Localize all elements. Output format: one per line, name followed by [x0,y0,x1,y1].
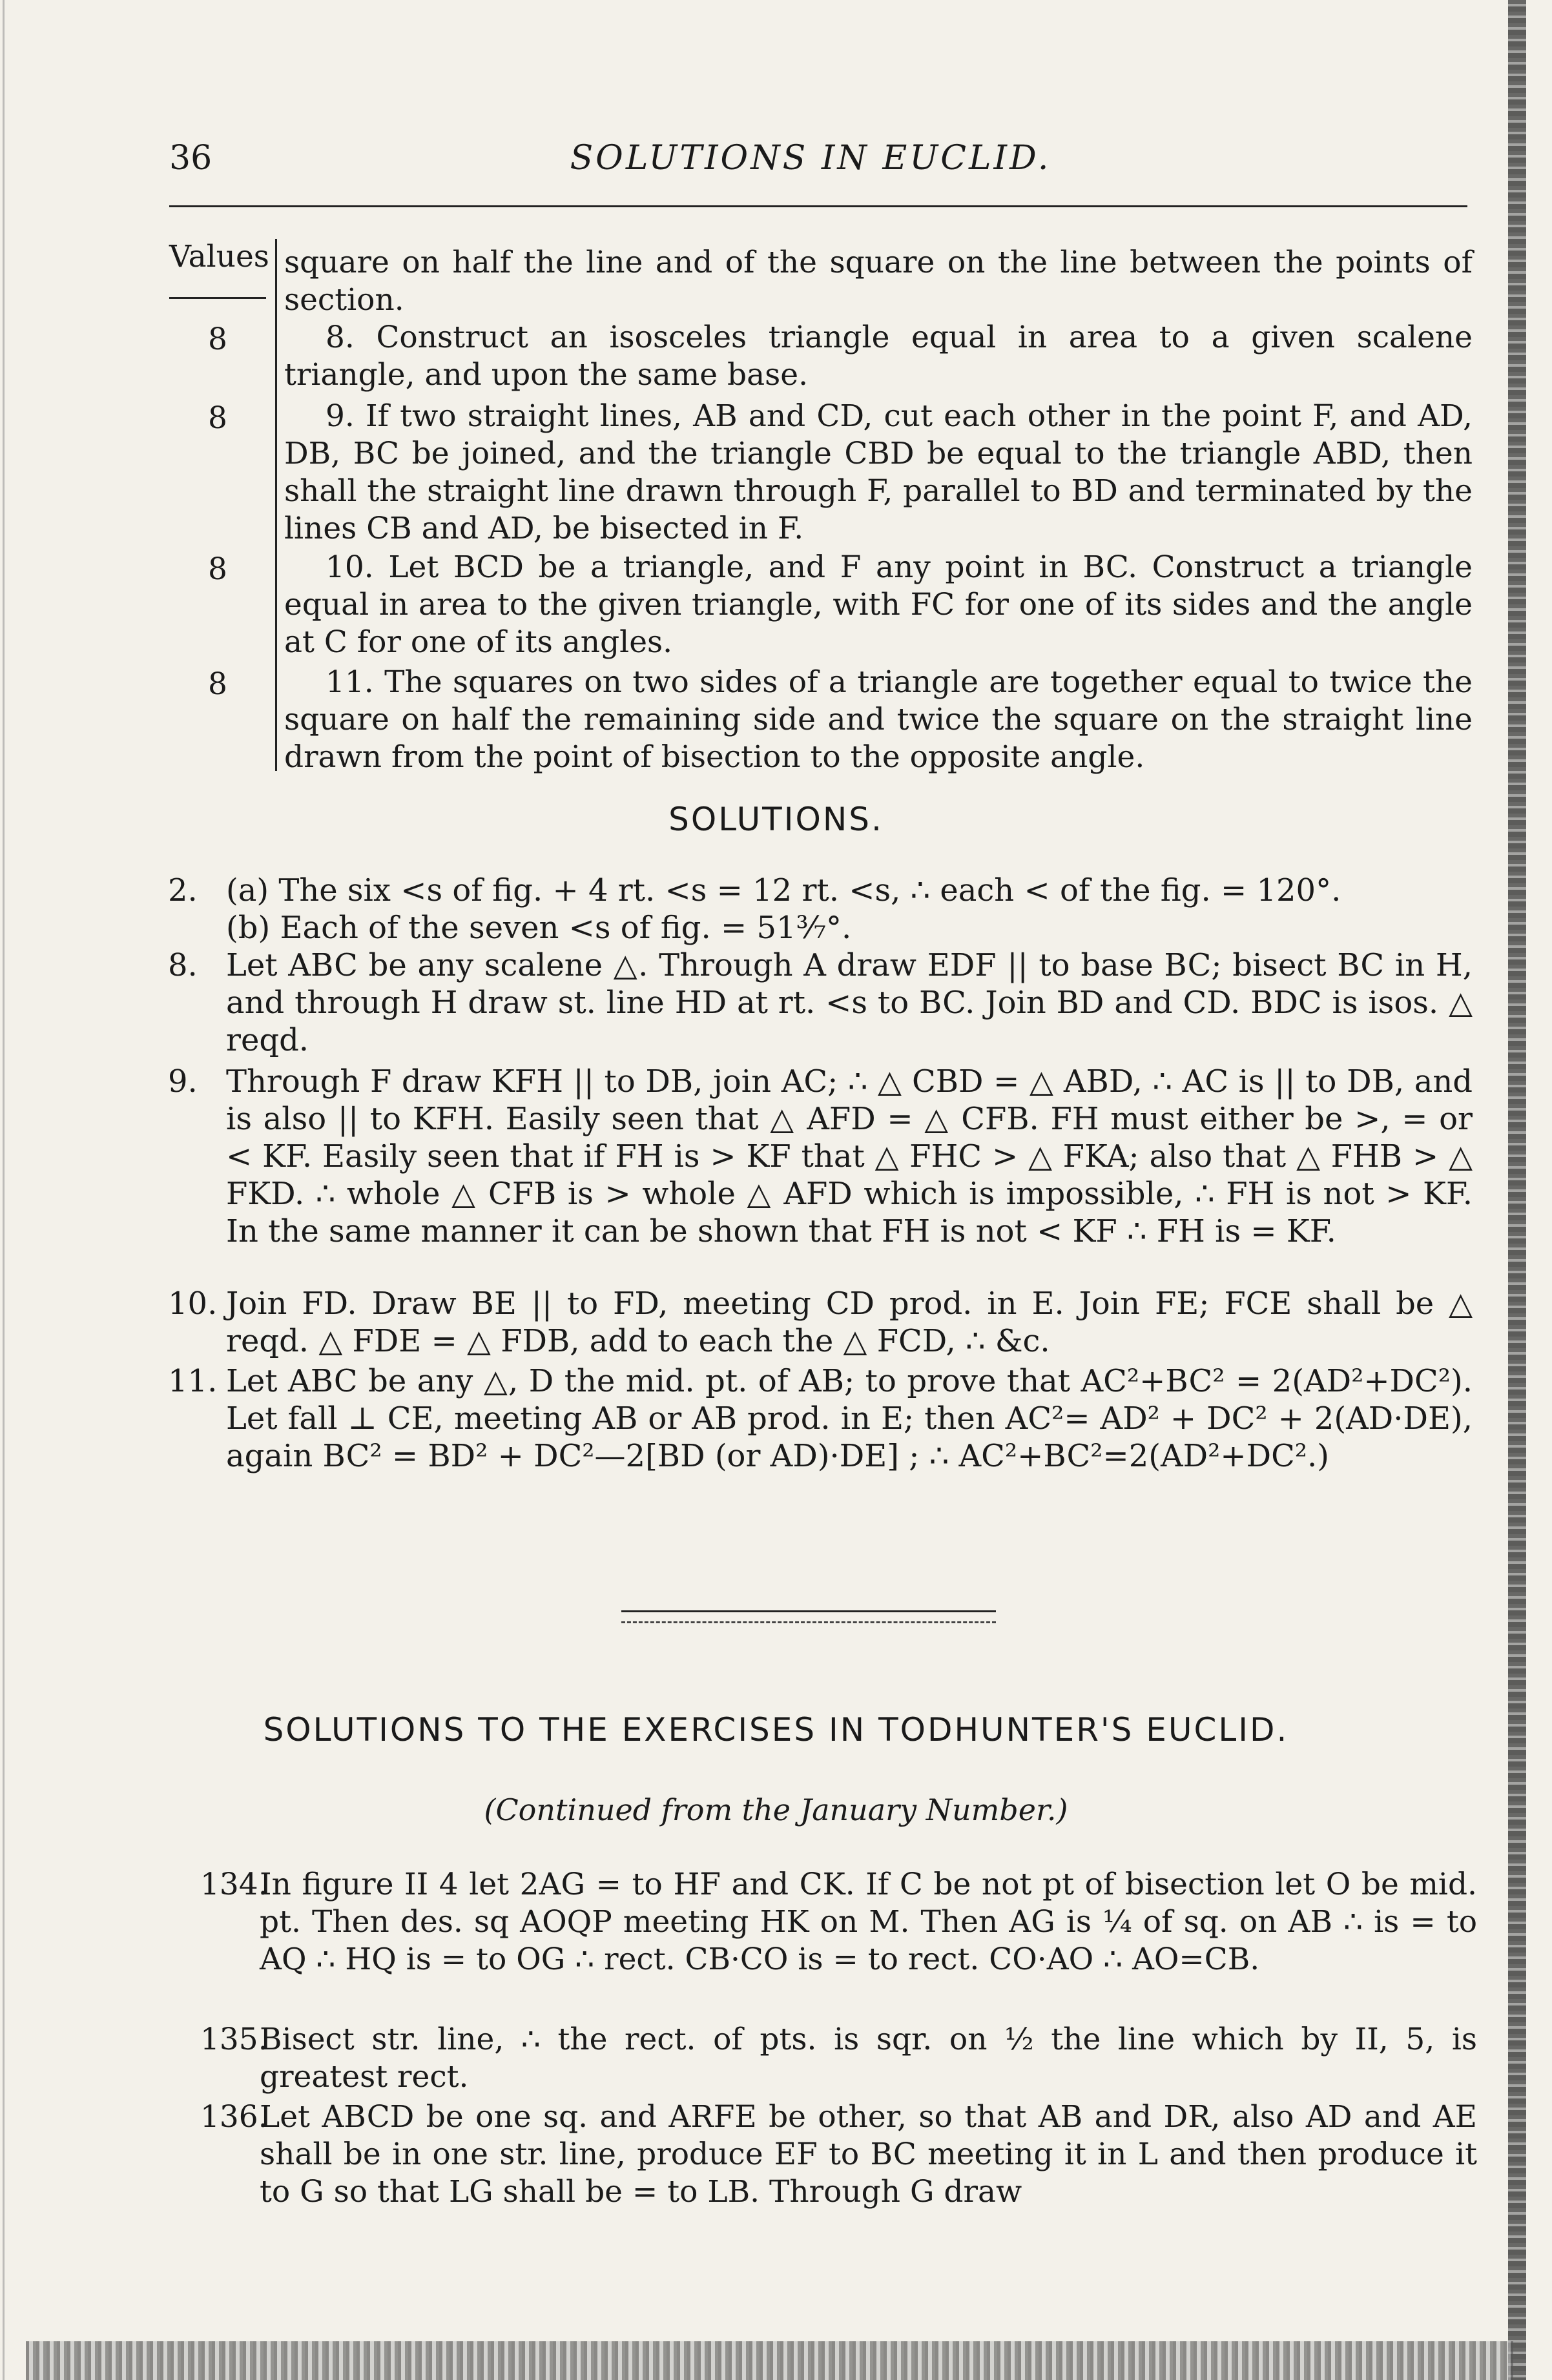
exercise-item [284,664,1473,776]
solution-number: 9. [168,1063,198,1100]
exercise-text: 10. Let BCD be a triangle, and F any point in BC. Construct a triangle equal in area to the given triangle, with FC for one of its sides and the angle at C for one of its angles. [284,549,1473,660]
values-heading-rule [169,297,266,299]
page-header [155,126,1466,178]
exercise-value: 8 [208,400,227,436]
solution-number: 8. [168,947,198,983]
exercise-text: 9. If two straight lines, AB and CD, cut each other in the point F, and AD, DB, BC be joined, and the triangle CBD be equal to the triangle ABD, then shall the straight line drawn through F, parallel to BD and terminated by the lines CB and AD, be bisected in F. [284,398,1473,546]
exercise-item [284,398,1473,548]
solutions-heading: SOLUTIONS. [668,801,884,838]
solution-text: Let ABC be any scalene △. Through A draw EDF || to base BC; bisect BC in H, and through H draw st. line HD at rt. <s to BC. Join BD and CD. BDC is isos. △ reqd. [226,947,1473,1058]
header-rule [169,205,1467,207]
solution-text: (b) Each of the seven <s of fig. = 51³⁄₇°. [226,910,852,946]
todhunter-text: Bisect str. line, ∴ the rect. of pts. is sqr. on ½ the line which by II, 5, is greatest rect. [260,2022,1477,2095]
exercise-text: 11. The squares on two sides of a triangle are together equal to twice the square on half the remaining side and twice the square on the straight line drawn from the point of bisection to the opposite angle. [284,664,1473,775]
exercise-text: 8. Construct an isosceles triangle equal in area to a given scalene triangle, and upon the same base. [284,320,1473,393]
todhunter-number: 134. [200,1867,268,1902]
solution-text: (a) The six <s of fig. + 4 rt. <s = 12 rt. <s, ∴ each < of the fig. = 120°. [226,872,1341,908]
page-binding-edge [1508,0,1526,2380]
continued-note: (Continued from the January Number.) [484,1792,1068,1827]
solution-number: 2. [168,872,198,908]
solution-number: 11. [168,1363,218,1399]
exercise-item: square on half the line and of the square on the line between the points of section. [284,245,1473,318]
solution-text: Let ABC be any △, D the mid. pt. of AB; to prove that AC²+BC² = 2(AD²+DC²). Let fall ⊥ CE, meeting AB or AB prod. in E; then AC²= AD² + DC² + 2(AD·DE), again BC² = BD² + DC²—2[BD (or AD)·DE] ; ∴ AC²+BC²=2(AD²+DC².) [226,1363,1473,1474]
column-divider [275,239,277,771]
solution-text: Join FD. Draw BE || to FD, meeting CD prod. in E. Join FE; FCE shall be △ reqd. △ FDE = △ FDB, add to each the △ FCD, ∴ &c. [226,1286,1473,1359]
todhunter-heading: SOLUTIONS TO THE EXERCISES IN TODHUNTER'S EUCLID. [263,1711,1289,1749]
todhunter-text: Let ABCD be one sq. and ARFE be other, so that AB and DR, also AD and AE shall be in one str. line, produce EF to BC meeting it in L and then produce it to G so that LG shall be = to LB. Through G draw [260,2099,1477,2210]
solution-number: 10. [168,1286,218,1322]
page-number: 36 [169,139,212,178]
todhunter-text: In figure II 4 let 2AG = to HF and CK. If C be not pt of bisection let O be mid. pt. Then des. sq AOQP meeting HK on M. Then AG is ¼ of sq. on AB ∴ is = to AQ ∴ HQ is = to OG ∴ rect. CB·CO is = to rect. CO·AO ∴ AO=CB. [260,1867,1477,1977]
solution-text: Through F draw KFH || to DB, join AC; ∴ △ CBD = △ ABD, ∴ AC is || to DB, and is also || to KFH. Easily seen that △ AFD = △ CFB. FH must either be >, = or < KF. Easily seen that if FH is > KF that △ FHC > △ FKA; also that △ FHB > △ FKD. ∴ whole △ CFB is > whole △ AFD which is impossible, ∴ FH is not > KF. In the same manner it can be shown that FH is not < KF ∴ FH is = KF. [226,1063,1473,1249]
exercise-value: 8 [208,666,227,702]
todhunter-number: 135. [200,2022,268,2057]
section-divider [621,1610,996,1623]
exercise-value: 8 [208,322,227,357]
exercise-item [284,319,1473,394]
exercise-item [284,549,1473,661]
page-left-edge [3,0,5,2380]
page-bottom-edge [26,2341,1513,2380]
running-title: SOLUTIONS IN EUCLID. [570,139,1051,178]
exercise-value: 8 [208,551,227,587]
todhunter-number: 136. [200,2099,268,2135]
values-column-heading: Values [169,239,269,274]
